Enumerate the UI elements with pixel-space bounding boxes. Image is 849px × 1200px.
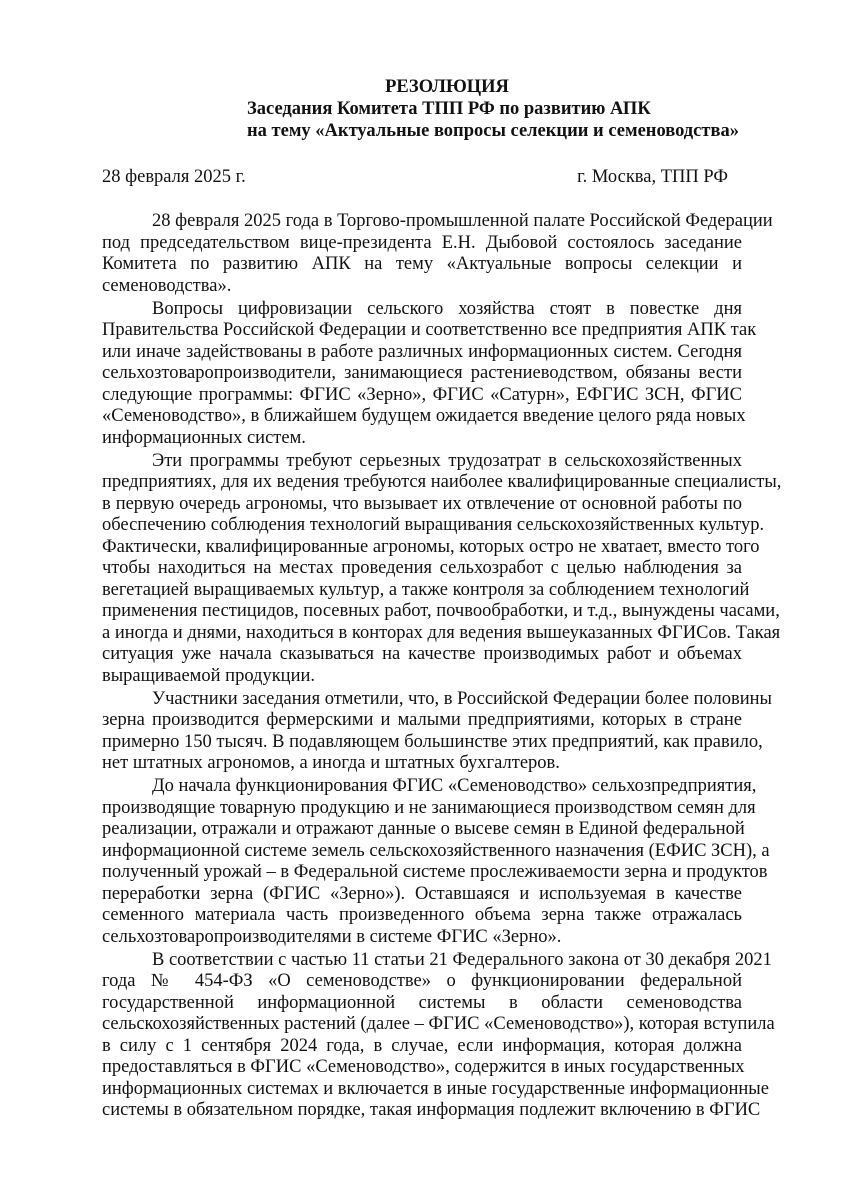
paragraph-line: Вопросы цифровизации сельского хозяйства стоят в повестке дня bbox=[152, 298, 742, 319]
paragraph-line: примерно 150 тысяч. В подавляющем большинстве этих предприятий, как правило, bbox=[102, 731, 763, 752]
document-subtitle: Заседания Комитета ТПП РФ по развитию АПК bbox=[247, 99, 651, 119]
paragraph-line: переработки зерна (ФГИС «Зерно»). Оставшаяся и используемая в качестве bbox=[102, 883, 742, 904]
paragraph-line: или иначе задействованы в работе различных информационных систем. Сегодня bbox=[102, 341, 742, 362]
paragraph-line: семенного материала часть произведенного объема зерна также отражалась bbox=[102, 905, 742, 925]
paragraph-line: выращиваемой продукции. bbox=[102, 665, 316, 686]
paragraph-line: семеноводства». bbox=[102, 275, 232, 296]
paragraph-line: под председательством вице-президента Е.Н. Дыбовой состоялось заседание bbox=[102, 232, 742, 253]
paragraph-line: предприятиях, для их ведения требуются наиболее квалифицированные специалисты, bbox=[102, 472, 782, 492]
paragraph-line: информационных системах и включается в иные государственные информационные bbox=[102, 1078, 769, 1099]
paragraph-line: следующие программы: ФГИС «Зерно», ФГИС «Сатурн», ЕФГИС ЗСН, ФГИС bbox=[102, 384, 742, 405]
paragraph-line: ситуация уже начала сказываться на качестве производимых работ и объемах bbox=[102, 644, 742, 664]
paragraph-line: Правительства Российской Федерации и соответственно все предприятия АПК так bbox=[102, 320, 757, 340]
paragraph-line: сельхозтоваропроизводители, занимающиеся растениеводством, обязаны вести bbox=[102, 363, 742, 383]
paragraph bbox=[102, 211, 773, 297]
paragraph-line: Участники заседания отметили, что, в Российской Федерации более половины bbox=[152, 688, 772, 709]
paragraph bbox=[102, 688, 772, 775]
paragraph-line: сельхозтоваропроизводителями в системе ФГИС «Зерно». bbox=[102, 926, 562, 947]
paragraph bbox=[102, 949, 775, 1122]
paragraph-line: вегетацией выращиваемых культур, а также контроля за соблюдением технологий bbox=[102, 579, 750, 600]
paragraph bbox=[102, 776, 770, 948]
paragraph-line: полученный урожай – в Федеральной системе прослеживаемости зерна и продуктов bbox=[102, 862, 768, 882]
document-header bbox=[247, 76, 739, 142]
paragraph-line: 28 февраля 2025 года в Торгово-промышленной палате Российской Федерации bbox=[152, 211, 773, 231]
dateline bbox=[102, 166, 728, 188]
paragraph-line: применения пестицидов, посевных работ, почвообработки, и т.д., вынуждены часами, bbox=[102, 601, 780, 621]
paragraph-line: чтобы находиться на местах проведения сельхозработ с целью наблюдения за bbox=[102, 558, 742, 578]
paragraph-line: «Семеноводство», в ближайшем будущем ожидается введение целого ряда новых bbox=[102, 406, 746, 426]
paragraph-line: обеспечению соблюдения технологий выращивания сельскохозяйственных культур. bbox=[102, 515, 765, 535]
document-place: г. Москва, ТПП РФ bbox=[577, 167, 728, 187]
paragraph-line: сельскохозяйственных растений (далее – ФГИС «Семеноводство»), которая вступила bbox=[102, 1014, 775, 1034]
document-date: 28 февраля 2025 г. bbox=[102, 167, 246, 187]
paragraph-line: зерна производится фермерскими и малыми предприятиями, которых в стране bbox=[102, 710, 742, 730]
paragraph bbox=[102, 450, 782, 688]
paragraph-line: а иногда и днями, находиться в конторах для ведения вышеуказанных ФГИСов. Такая bbox=[102, 622, 781, 643]
paragraph-line: нет штатных агрономов, а иногда и штатных бухгалтеров. bbox=[102, 753, 560, 773]
paragraph-line: производящие товарную продукцию и не занимающиеся производством семян для bbox=[102, 797, 756, 818]
paragraph-line: До начала функционирования ФГИС «Семеноводство» сельхозпредприятия, bbox=[152, 776, 757, 796]
paragraph-line: года № 454-ФЗ «О семеноводстве» о функционировании федеральной bbox=[102, 971, 742, 991]
document-topic: на тему «Актуальные вопросы селекции и семеноводства» bbox=[247, 121, 739, 141]
paragraph-line: в силу с 1 сентября 2024 года, в случае, если информация, которая должна bbox=[102, 1035, 742, 1056]
paragraph-line: В соответствии с частью 11 статьи 21 Федерального закона от 30 декабря 2021 bbox=[152, 949, 772, 970]
paragraph-line: реализации, отражали и отражают данные о высеве семян в Единой федеральной bbox=[102, 819, 745, 839]
paragraph-line: системы в обязательном порядке, такая информация подлежит включению в ФГИС bbox=[102, 1100, 761, 1120]
paragraph bbox=[102, 298, 757, 450]
paragraph-line: Фактически, квалифицированные агрономы, которых остро не хватает, вместо того bbox=[102, 536, 760, 557]
document-title: РЕЗОЛЮЦИЯ bbox=[385, 77, 509, 97]
paragraph-line: предоставляться в ФГИС «Семеноводство», содержится в иных государственных bbox=[102, 1057, 745, 1077]
paragraph-line: государственной информационной системы в области семеноводства bbox=[102, 992, 742, 1013]
paragraph-line: Эти программы требуют серьезных трудозатрат в сельскохозяйственных bbox=[152, 450, 742, 471]
paragraph-line: в первую очередь агрономы, что вызывает их отвлечение от основной работы по bbox=[102, 493, 742, 514]
paragraph-line: информационной системе земель сельскохозяйственного назначения (ЕФИС ЗСН), а bbox=[102, 840, 770, 861]
paragraph-line: Комитета по развитию АПК на тему «Актуальные вопросы селекции и bbox=[102, 254, 742, 274]
paragraph-line: информационных систем. bbox=[102, 427, 306, 448]
document-body bbox=[102, 211, 782, 1123]
